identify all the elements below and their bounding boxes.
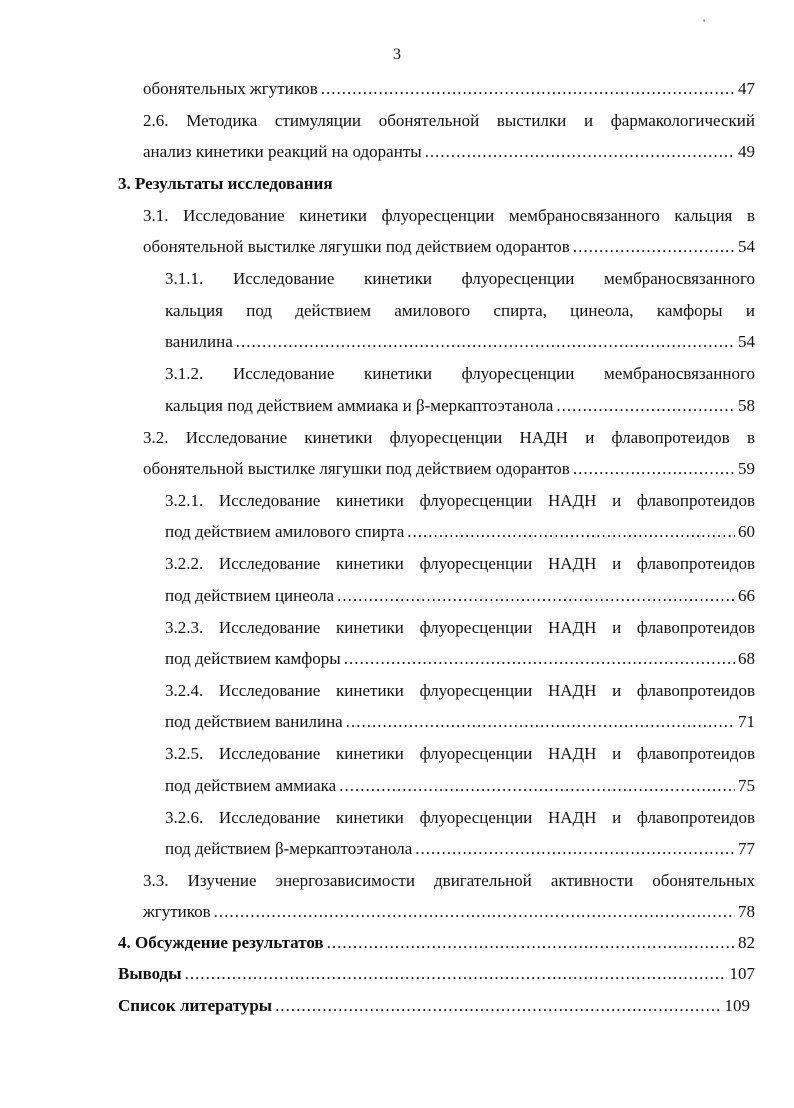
toc-entry-title: под действием амилового спирта [165, 522, 405, 541]
toc-entry [143, 141, 755, 163]
toc-entry-title: под действием камфоры [165, 649, 341, 668]
toc-entry-title: под действием ванилина [165, 712, 343, 731]
toc-entry-line: 3.1.1. Исследование кинетики флуоресценции мембраносвязанного [165, 269, 755, 288]
toc-entry-line: 3.2.2. Исследование кинетики флуоресценции НАДН и флавопротеидов [165, 554, 755, 573]
toc-entry [118, 963, 755, 985]
toc-page-number: 71 [738, 712, 755, 731]
leader-dots [214, 901, 735, 923]
page-number: 3 [393, 46, 401, 63]
leader-dots [425, 141, 735, 163]
toc-entry-title: обонятельных жгутиков [143, 79, 318, 98]
toc-entry [143, 901, 755, 923]
toc-page-number: 58 [738, 396, 755, 415]
toc-entry-line: 3.2.6. Исследование кинетики флуоресценции НАДН и флавопротеидов [165, 808, 755, 827]
toc-entry [165, 521, 755, 543]
toc-entry [165, 838, 755, 860]
toc-page-number: 54 [738, 332, 755, 351]
toc-entry-title: кальция под действием аммиака и β-меркаптоэтанола [165, 396, 554, 415]
leader-dots [339, 775, 735, 797]
leader-dots [346, 711, 735, 733]
leader-dots [337, 585, 735, 607]
toc-page-number: 59 [738, 459, 755, 478]
toc-entry [165, 585, 755, 607]
toc-entry-line: 3.1.2. Исследование кинетики флуоресценции мембраносвязанного [165, 364, 755, 383]
toc-entry-title: под действием аммиака [165, 776, 337, 795]
toc-page-number: 66 [738, 586, 755, 605]
toc-entry-line: 3.3. Изучение энергозависимости двигательной активности обонятельных [143, 871, 755, 890]
leader-dots [407, 521, 735, 543]
toc-entry [165, 775, 755, 797]
toc-entry [143, 78, 755, 100]
toc-entry-line: 3.1. Исследование кинетики флуоресценции мембраносвязанного кальция в [143, 206, 755, 225]
toc-entry [165, 711, 755, 733]
toc-entry [118, 995, 750, 1017]
toc-entry [165, 395, 755, 417]
toc-entry-title: Список литературы [118, 996, 273, 1015]
toc-entry-title: обонятельной выстилке лягушки под действием одорантов [143, 459, 570, 478]
toc-entry-title: обонятельной выстилке лягушки под действием одорантов [143, 237, 570, 256]
toc-page-number: 82 [738, 933, 755, 952]
toc-entry [165, 648, 755, 670]
toc-page-number: 54 [738, 237, 755, 256]
toc-entry-line: кальция под действием амилового спирта, цинеола, камфоры и [165, 301, 755, 320]
toc-page-number: 109 [724, 996, 750, 1015]
toc-entry-title: жгутиков [143, 902, 211, 921]
toc-entry-line: 3.2.3. Исследование кинетики флуоресценции НАДН и флавопротеидов [165, 618, 755, 637]
toc-entry-title: Выводы [118, 964, 182, 983]
toc-entry-title: 4. Обсуждение результатов [118, 933, 324, 952]
toc-entry-line: 3.2. Исследование кинетики флуоресценции НАДН и флавопротеидов в [143, 428, 755, 447]
toc-page-number: 49 [738, 142, 755, 161]
toc-page-number: 107 [729, 964, 755, 983]
toc-page-number: 60 [738, 522, 755, 541]
leader-dots [556, 395, 735, 417]
toc-entry-line: 3.2.5. Исследование кинетики флуоресценции НАДН и флавопротеидов [165, 744, 755, 763]
leader-dots [573, 458, 735, 480]
leader-dots [321, 78, 735, 100]
leader-dots [573, 236, 735, 258]
toc-page-number: 68 [738, 649, 755, 668]
scan-artifact-mark: ' [703, 16, 706, 30]
leader-dots [344, 648, 735, 670]
leader-dots [327, 932, 735, 954]
leader-dots [185, 963, 727, 985]
toc-entry [143, 236, 755, 258]
toc-entry-line: 3.2.1. Исследование кинетики флуоресценции НАДН и флавопротеидов [165, 491, 755, 510]
toc-page-number: 47 [738, 79, 755, 98]
toc-entry-title: 3. Результаты исследования [118, 174, 333, 193]
toc-entry-title: ванилина [165, 332, 233, 351]
toc-entry-line: 3.2.4. Исследование кинетики флуоресценции НАДН и флавопротеидов [165, 681, 755, 700]
toc-entry-title: анализ кинетики реакций на одоранты [143, 142, 422, 161]
leader-dots [415, 838, 735, 860]
toc-entry [118, 932, 755, 954]
toc-entry [165, 331, 755, 353]
toc-entry-title: под действием β-меркаптоэтанола [165, 839, 413, 858]
leader-dots [236, 331, 735, 353]
toc-page-number: 77 [738, 839, 755, 858]
toc-page-number: 75 [738, 776, 755, 795]
toc-entry-line: 2.6. Методика стимуляции обонятельной выстилки и фармакологический [143, 111, 755, 130]
toc-entry-title: под действием цинеола [165, 586, 335, 605]
toc-page-number: 78 [738, 902, 755, 921]
toc-section-heading [118, 173, 730, 195]
leader-dots [275, 995, 721, 1017]
toc-entry [143, 458, 755, 480]
